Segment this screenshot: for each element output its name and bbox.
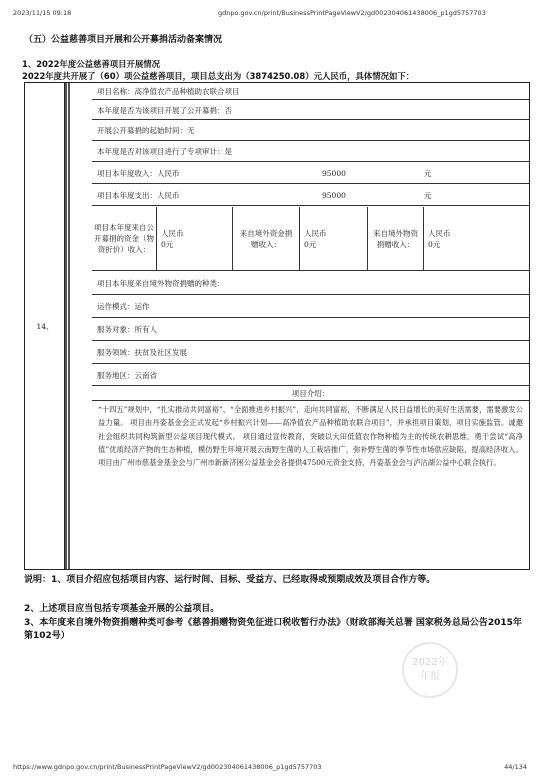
overseas-fund-label: 来自境外资金捐赠收入：	[239, 228, 293, 249]
public-fundraising-row	[92, 101, 529, 120]
page-number: 44/134	[504, 763, 527, 771]
operation-mode-row	[92, 296, 529, 318]
special-audit-row	[92, 142, 529, 162]
print-url: gdnpo.gov.cn/print/BusinessPrintPageViewV2/gd002304061438006_p1gd5757703	[218, 9, 486, 17]
browser-print-footer	[13, 763, 541, 771]
project-index: 14、	[36, 322, 54, 331]
service-target: 服务对象：所有人	[97, 325, 157, 334]
summary-line: 2022年度共开展了（60）项公益慈善项目，项目总支出为（3874250.08）元人民币，具体情况如下：	[22, 71, 415, 81]
public-fund-label: 项目本年度来自公开募捐的资金（物资折价）收入：	[94, 223, 154, 254]
overseas-goods-currency: 人民币	[428, 228, 451, 238]
print-datetime: 2023/11/15 09:18	[13, 9, 72, 17]
overseas-goods-label: 来自境外物资捐赠收入：	[373, 228, 418, 249]
intro-title: 项目介绍：	[92, 387, 529, 401]
footer-url: https://www.gdnpo.gov.cn/print/BusinessPrintPageViewV2/gd002304061438006_p1gd5757703	[13, 763, 322, 771]
project-name-row	[92, 83, 529, 100]
subsection-title: 1、2022年度公益慈善项目开展情况	[22, 59, 161, 69]
project-detail	[65, 83, 529, 569]
intro-text: “十四五”规划中，“扎实推动共同富裕”、“全面推进乡村振兴”，走向共同富裕，不断满足人民日益增长的美好生活需要，需要激发公益力量。 项目由丹姿基金会正式发起“乡村振兴计划——高净值农产品种植助农联合项目”，并承担项目策划、项目实施监管。诚邀社会组织共同构筑新型公益项目现代模式。 项目通过宣传教育，突破以大田低值农作物种植为主的传统农耕思维，勇于尝试“高净值”优质经济产物的生态种植，模仿野生环境开展云南野生菌的人工栽培推广，弥补野生菌的季节性市场供应缺陷，提高经济收入。 项目由广州市慈基金基金会与广州市新新济困公益基金会各提供47500元资金支持，丹姿基金会与泸沽湖公益中心联合执行。	[98, 405, 523, 468]
public-fund-value-cell	[157, 207, 233, 270]
annual-report-watermark	[402, 642, 458, 698]
goods-type-row	[92, 272, 529, 295]
overseas-goods-value-cell	[424, 207, 529, 270]
operation-mode: 运作模式：运作	[97, 302, 150, 311]
service-area: 服务地区：云南省	[97, 370, 157, 380]
overseas-fund-currency: 人民币	[304, 228, 327, 238]
project-table	[24, 82, 530, 570]
special-audit: 本年度是否对该项目进行了专项审计：是	[97, 147, 232, 156]
overseas-goods-label-cell	[368, 207, 424, 270]
note-1: 说明：1、项目介绍应包括项目内容、运行时间、目标、受益方、已经取得或预期成效及项目合作方等。	[24, 575, 436, 585]
expense-unit: 元	[424, 190, 432, 200]
fundraising-start-row	[92, 121, 529, 141]
note-3: 3、本年度来自境外物资捐赠种类可参考《慈善捐赠物资免征进口税收暂行办法》（财政部海关总署 国家税务总局公告2015年第102号）	[24, 618, 522, 641]
public-fund-label-cell	[92, 207, 157, 270]
service-target-row	[92, 319, 529, 341]
income-unit: 元	[424, 168, 432, 178]
income-amount: 95000	[322, 168, 346, 178]
index-column	[25, 83, 65, 569]
expense-amount: 95000	[322, 190, 346, 200]
service-area-row	[92, 365, 529, 386]
overseas-fund-value: 0元	[304, 239, 317, 249]
income-label: 项目本年度收入：人民币	[97, 168, 180, 178]
public-fundraising: 本年度是否为该项目开展了公开募捐：否	[97, 105, 232, 115]
note-2: 2、上述项目应当包括专项基金开展的公益项目。	[24, 604, 220, 614]
public-fund-currency: 人民币	[161, 228, 184, 238]
public-fund-value: 0元	[161, 239, 174, 249]
expense-row	[92, 185, 529, 206]
overseas-fund-label-cell	[233, 207, 300, 270]
overseas-fund-value-cell	[300, 207, 368, 270]
service-field-row	[92, 342, 529, 364]
income-row	[92, 163, 529, 184]
project-name: 项目名称：高净值农产品种植助农联合项目	[97, 86, 240, 96]
watermark-label: 年报	[420, 671, 440, 682]
section-title: （五）公益慈善项目开展和公开募捐活动备案情况	[24, 35, 223, 45]
fund-source-row	[92, 207, 529, 271]
expense-label: 项目本年度支出：人民币	[97, 190, 180, 200]
overseas-goods-value: 0元	[428, 239, 441, 249]
service-field: 服务领域：扶贫及社区发展	[97, 348, 187, 357]
fundraising-start: 开展公开募捐的起始时间：无	[97, 126, 195, 135]
watermark-year: 2022年	[412, 657, 448, 668]
goods-type: 项目本年度来自境外物资捐赠的种类：	[97, 278, 225, 288]
